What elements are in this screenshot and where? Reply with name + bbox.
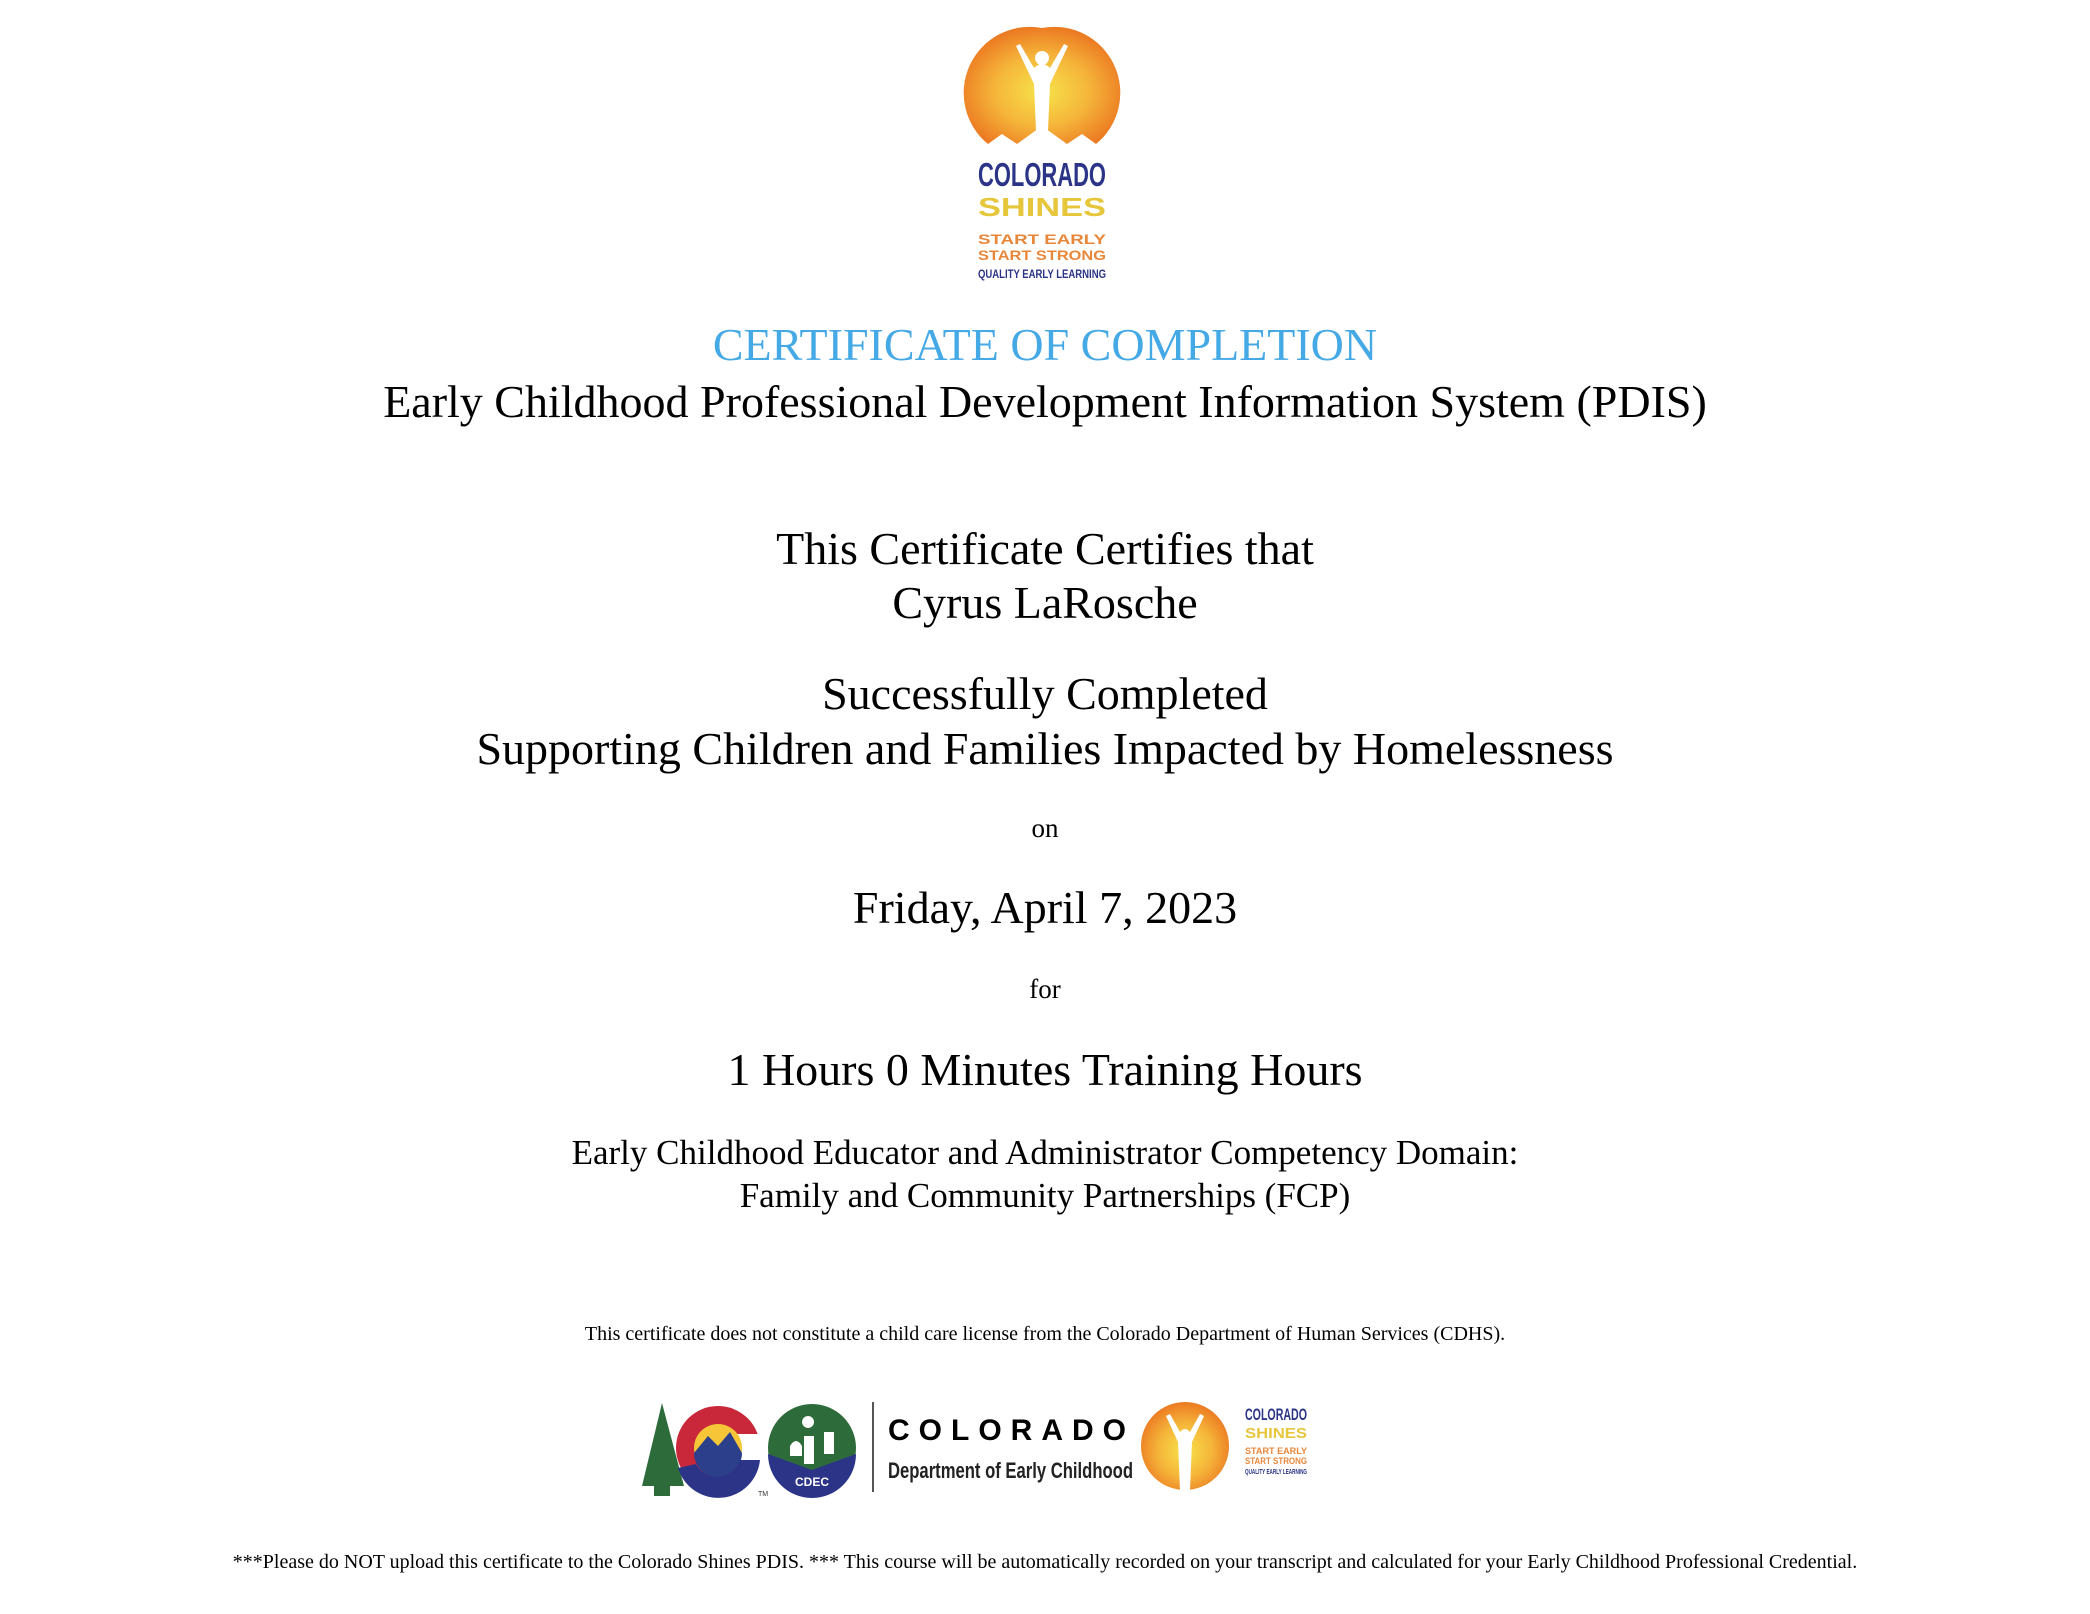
svg-text:START EARLY: START EARLY [978,231,1107,247]
certifies-text: This Certificate Certifies that [776,523,1314,574]
certificate-title: CERTIFICATE OF COMPLETION [712,319,1378,370]
svg-text:TM: TM [758,1491,769,1498]
on-text: on [1031,813,1059,843]
svg-text:COLORADO: COLORADO [888,1414,1135,1447]
for-text: for [1029,974,1061,1004]
competency-domain-value: Family and Community Partnerships (FCP) [739,1176,1351,1215]
svg-text:Department of Early Childhood: Department of Early Childhood [888,1458,1133,1483]
competency-domain-label: Early Childhood Educator and Administrator Competency Domain: [571,1133,1519,1172]
recipient-name: Cyrus LaRosche [892,577,1198,628]
course-title: Supporting Children and Families Impacted by Homelessness [476,723,1614,774]
training-hours: 1 Hours 0 Minutes Training Hours [727,1044,1363,1095]
svg-text:START STRONG: START STRONG [1245,1456,1307,1466]
svg-text:SHINES: SHINES [1245,1425,1307,1442]
svg-text:QUALITY EARLY LEARNING: QUALITY EARLY LEARNING [1245,1469,1308,1476]
completed-text: Successfully Completed [822,668,1268,719]
svg-text:COLORADO: COLORADO [978,156,1106,193]
svg-text:QUALITY EARLY LEARNING: QUALITY EARLY LEARNING [978,267,1106,281]
colorado-shines-small-logo [1141,1402,1307,1490]
svg-text:START STRONG: START STRONG [978,247,1107,263]
svg-text:CDEC: CDEC [794,1475,830,1489]
cdec-logo [768,1404,856,1498]
completion-date: Friday, April 7, 2023 [852,882,1238,933]
svg-text:START EARLY: START EARLY [1245,1446,1307,1456]
svg-text:SHINES: SHINES [978,192,1106,222]
colorado-state-logo [642,1403,768,1498]
colorado-shines-logo [972,26,1112,288]
upload-notice: ***Please do NOT upload this certificate to the Colorado Shines PDIS. *** This course will be automatically recorded on your transcript and calculated for your Early Childhood Professional Credential. [232,1551,1858,1573]
license-disclaimer: This certificate does not constitute a child care license from the Colorado Department of Human Services (CDHS). [584,1323,1506,1345]
system-name: Early Childhood Professional Development Information System (PDIS) [383,376,1707,427]
partner-logos [640,1398,1450,1498]
svg-text:COLORADO: COLORADO [1245,1405,1307,1424]
